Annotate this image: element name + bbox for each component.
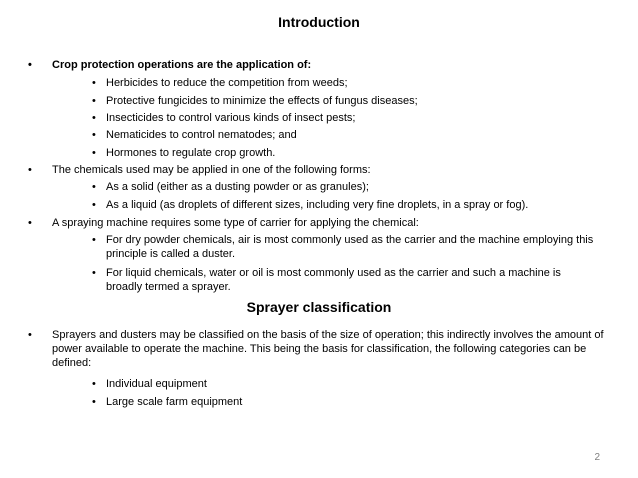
- bullet-icon: •: [92, 181, 96, 193]
- bullet-text: Large scale farm equipment: [106, 396, 243, 408]
- section-subtitle: Sprayer classification: [246, 299, 392, 315]
- bullet-text: Herbicides to reduce the competition from weeds;: [106, 77, 348, 89]
- bullet-text: For dry powder chemicals, air is most commonly used as the carrier and the machine employing this principle is called a duster.: [106, 234, 594, 260]
- bullet-text: Protective fungicides to minimize the effects of fungus diseases;: [106, 95, 418, 107]
- bullet-icon: •: [92, 378, 96, 390]
- bullet-text: Crop protection operations are the application of:: [52, 59, 312, 71]
- slide-title: Introduction: [278, 14, 360, 30]
- bullet-icon: •: [28, 164, 32, 176]
- bullet-icon: •: [92, 147, 96, 159]
- bullet-icon: •: [28, 59, 32, 71]
- bullet-icon: •: [92, 199, 96, 211]
- sub-bullet-item: [92, 198, 596, 212]
- bullet-text: Sprayers and dusters may be classified on the basis of the size of operation; this indirectly involves the amount of power available to operate the machine. This being the basis for classification, the following categories can be defined:: [52, 329, 604, 369]
- bullet-text: Hormones to regulate crop growth.: [106, 147, 276, 159]
- sub-bullet-item: [92, 395, 596, 409]
- bullet-icon: •: [92, 95, 96, 107]
- bullet-text: A spraying machine requires some type of carrier for applying the chemical:: [52, 217, 419, 229]
- sub-bullet-item: [92, 146, 596, 160]
- bullet-text: Individual equipment: [106, 378, 207, 390]
- bullet-item: [28, 163, 608, 177]
- bullet-icon: •: [92, 234, 96, 246]
- sub-bullet-item: [92, 266, 596, 294]
- bullet-icon: •: [28, 217, 32, 229]
- bullet-text: As a solid (either as a dusting powder or as granules);: [106, 181, 369, 193]
- bullet-item: [28, 216, 608, 230]
- sub-bullet-item: [92, 94, 596, 108]
- bullet-item: [28, 328, 608, 370]
- bullet-icon: •: [92, 77, 96, 89]
- bullet-icon: •: [28, 329, 32, 341]
- bullet-icon: •: [92, 396, 96, 408]
- bullet-text: Insecticides to control various kinds of insect pests;: [106, 112, 356, 124]
- bullet-icon: •: [92, 129, 96, 141]
- sub-bullet-item: [92, 233, 596, 261]
- bullet-text: For liquid chemicals, water or oil is most commonly used as the carrier and such a machine is broadly termed a sprayer.: [106, 267, 561, 293]
- sub-bullet-item: [92, 377, 596, 391]
- bullet-text: Nematicides to control nematodes; and: [106, 129, 297, 141]
- bullet-icon: •: [92, 112, 96, 124]
- bullet-item: [28, 58, 608, 72]
- bullet-text: As a liquid (as droplets of different sizes, including very fine droplets, in a spray or fog).: [106, 199, 529, 211]
- sub-bullet-item: [92, 128, 596, 142]
- sub-bullet-item: [92, 180, 596, 194]
- bullet-icon: •: [92, 267, 96, 279]
- sub-bullet-item: [92, 76, 596, 90]
- sub-bullet-item: [92, 111, 596, 125]
- page-number: 2: [594, 452, 600, 463]
- bullet-text: The chemicals used may be applied in one of the following forms:: [52, 164, 371, 176]
